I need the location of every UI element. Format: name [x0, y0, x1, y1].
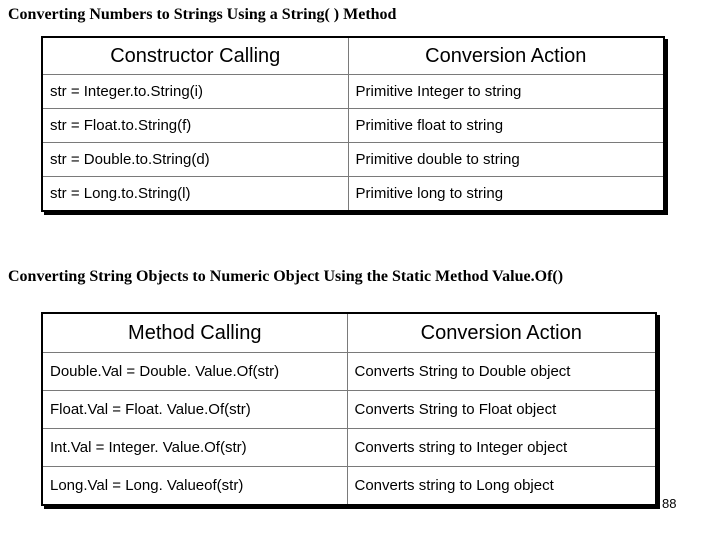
conversion-action-cell: Converts string to Long object — [347, 467, 656, 506]
page-number: 88 — [662, 496, 677, 511]
method-call-cell: Double.Val = Double. Value.Of(str) — [42, 353, 347, 391]
conversion-action-cell: Primitive Integer to string — [348, 75, 664, 109]
method-call-cell: Int.Val = Integer. Value.Of(str) — [42, 429, 347, 467]
table-row — [42, 177, 664, 212]
constructor-call-cell: str = Float.to.String(f) — [42, 109, 348, 143]
number-to-string-table — [41, 36, 665, 212]
string-to-numeric-table — [41, 312, 657, 506]
constructor-call-cell: str = Long.to.String(l) — [42, 177, 348, 212]
table-row — [42, 429, 656, 467]
conversion-action-cell: Converts String to Double object — [347, 353, 656, 391]
method-call-cell: Float.Val = Float. Value.Of(str) — [42, 391, 347, 429]
table-row — [42, 75, 664, 109]
conversion-action-cell: Converts string to Integer object — [347, 429, 656, 467]
constructor-call-cell: str = Integer.to.String(i) — [42, 75, 348, 109]
table-row — [42, 353, 656, 391]
column-header-constructor-calling: Constructor Calling — [42, 37, 348, 75]
method-call-cell: Long.Val = Long. Valueof(str) — [42, 467, 347, 506]
table-row — [42, 109, 664, 143]
conversion-action-cell: Primitive long to string — [348, 177, 664, 212]
column-header-method-calling: Method Calling — [42, 313, 347, 353]
table-header-row — [42, 313, 656, 353]
column-header-conversion-action: Conversion Action — [348, 37, 664, 75]
conversion-action-cell: Primitive double to string — [348, 143, 664, 177]
conversion-action-cell: Converts String to Float object — [347, 391, 656, 429]
table-row — [42, 391, 656, 429]
table-row — [42, 143, 664, 177]
constructor-call-cell: str = Double.to.String(d) — [42, 143, 348, 177]
conversion-action-cell: Primitive float to string — [348, 109, 664, 143]
section-heading-string-to-numeric: Converting String Objects to Numeric Object Using the Static Method Value.Of() — [8, 268, 564, 285]
column-header-conversion-action: Conversion Action — [347, 313, 656, 353]
section-heading-numbers-to-strings: Converting Numbers to Strings Using a String( ) Method — [8, 6, 397, 23]
table-header-row — [42, 37, 664, 75]
table-row — [42, 467, 656, 506]
